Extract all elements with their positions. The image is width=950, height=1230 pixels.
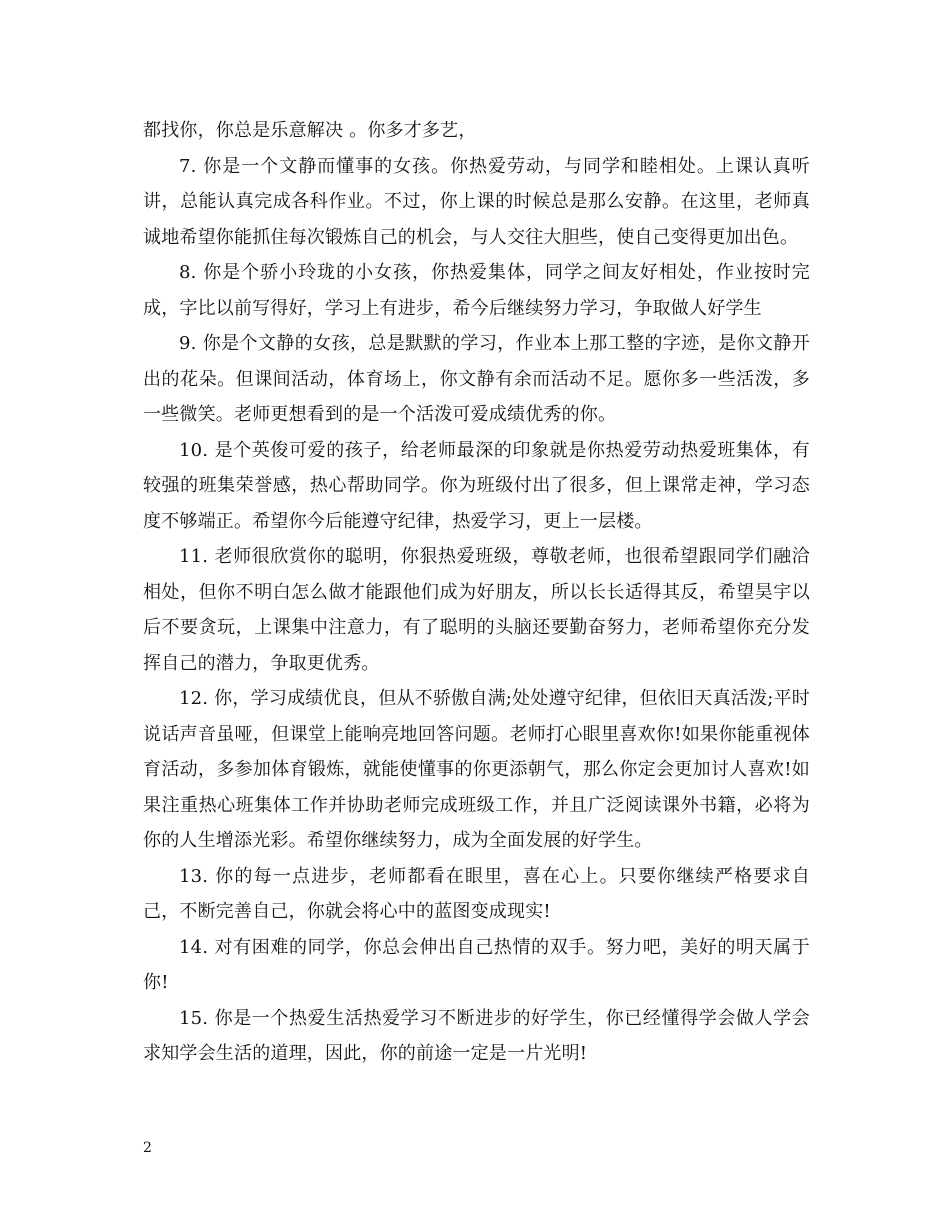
paragraph-item-12: 12. 你，学习成绩优良，但从不骄傲自满;处处遵守纪律，但依旧天真活泼;平时说话声音虽哑，但课堂上能响亮地回答问题。老师打心眼里喜欢你!如果你能重视体育活动，多参加体育锻炼，就能使懂事的你更添朝气，那么你定会更加讨人喜欢!如果注重热心班集体工作并协助老师完成班级工作，并且广泛阅读课外书籍，必将为你的人生增添光彩。希望你继续努力，成为全面发展的好学生。 (143, 688, 810, 851)
paragraph-item-9: 9. 你是个文静的女孩，总是默默的学习，作业本上那工整的字迹，是你文静开出的花朵。但课间活动，体育场上，你文静有余而活动不足。愿你多一些活泼，多一些微笑。老师更想看到的是一个活泼可爱成绩优秀的你。 (143, 333, 810, 425)
page-number: 2 (143, 1140, 152, 1156)
paragraph-continuation: 都找你，你总是乐意解决 。你多才多艺， (143, 120, 477, 141)
document-body (143, 113, 810, 1072)
paragraph-item-13: 13. 你的每一点进步，老师都看在眼里，喜在心上。只要你继续严格要求自己，不断完善自己，你就会将心中的蓝图变成现实! (143, 865, 810, 922)
paragraph-item-7: 7. 你是一个文静而懂事的女孩。你热爱劳动，与同学和睦相处。上课认真听讲，总能认真完成各科作业。不过，你上课的时候总是那么安静。在这里，老师真诚地希望你能抓住每次锻炼自己的机会，与人交往大胆些，使自己变得更加出色。 (143, 155, 810, 248)
paragraph-item-11: 11. 老师很欣赏你的聪明，你狠热爱班级，尊敬老师，也很希望跟同学们融洽相处，但你不明白怎么做才能跟他们成为好朋友，所以长长适得其反，希望昊宇以后不要贪玩，上课集中注意力，有了聪明的头脑还要勤奋努力，老师希望你充分发挥自己的潜力，争取更优秀。 (143, 546, 810, 674)
paragraph-item-14: 14. 对有困难的同学，你总会伸出自己热情的双手。努力吧，美好的明天属于你! (143, 936, 810, 993)
paragraph-item-10: 10. 是个英俊可爱的孩子，给老师最深的印象就是你热爱劳动热爱班集体，有较强的班集荣誉感，热心帮助同学。你为班级付出了很多，但上课常走神，学习态度不够端正。希望你今后能遵守纪律，热爱学习，更上一层楼。 (143, 439, 810, 532)
paragraph-item-15: 15. 你是一个热爱生活热爱学习不断进步的好学生，你已经懂得学会做人学会求知学会生活的道理，因此，你的前途一定是一片光明! (143, 1007, 810, 1064)
paragraph-item-8: 8. 你是个骄小玲珑的小女孩，你热爱集体，同学之间友好相处，作业按时完成，字比以前写得好，学习上有进步，希今后继续努力学习，争取做人好学生 (143, 262, 810, 319)
